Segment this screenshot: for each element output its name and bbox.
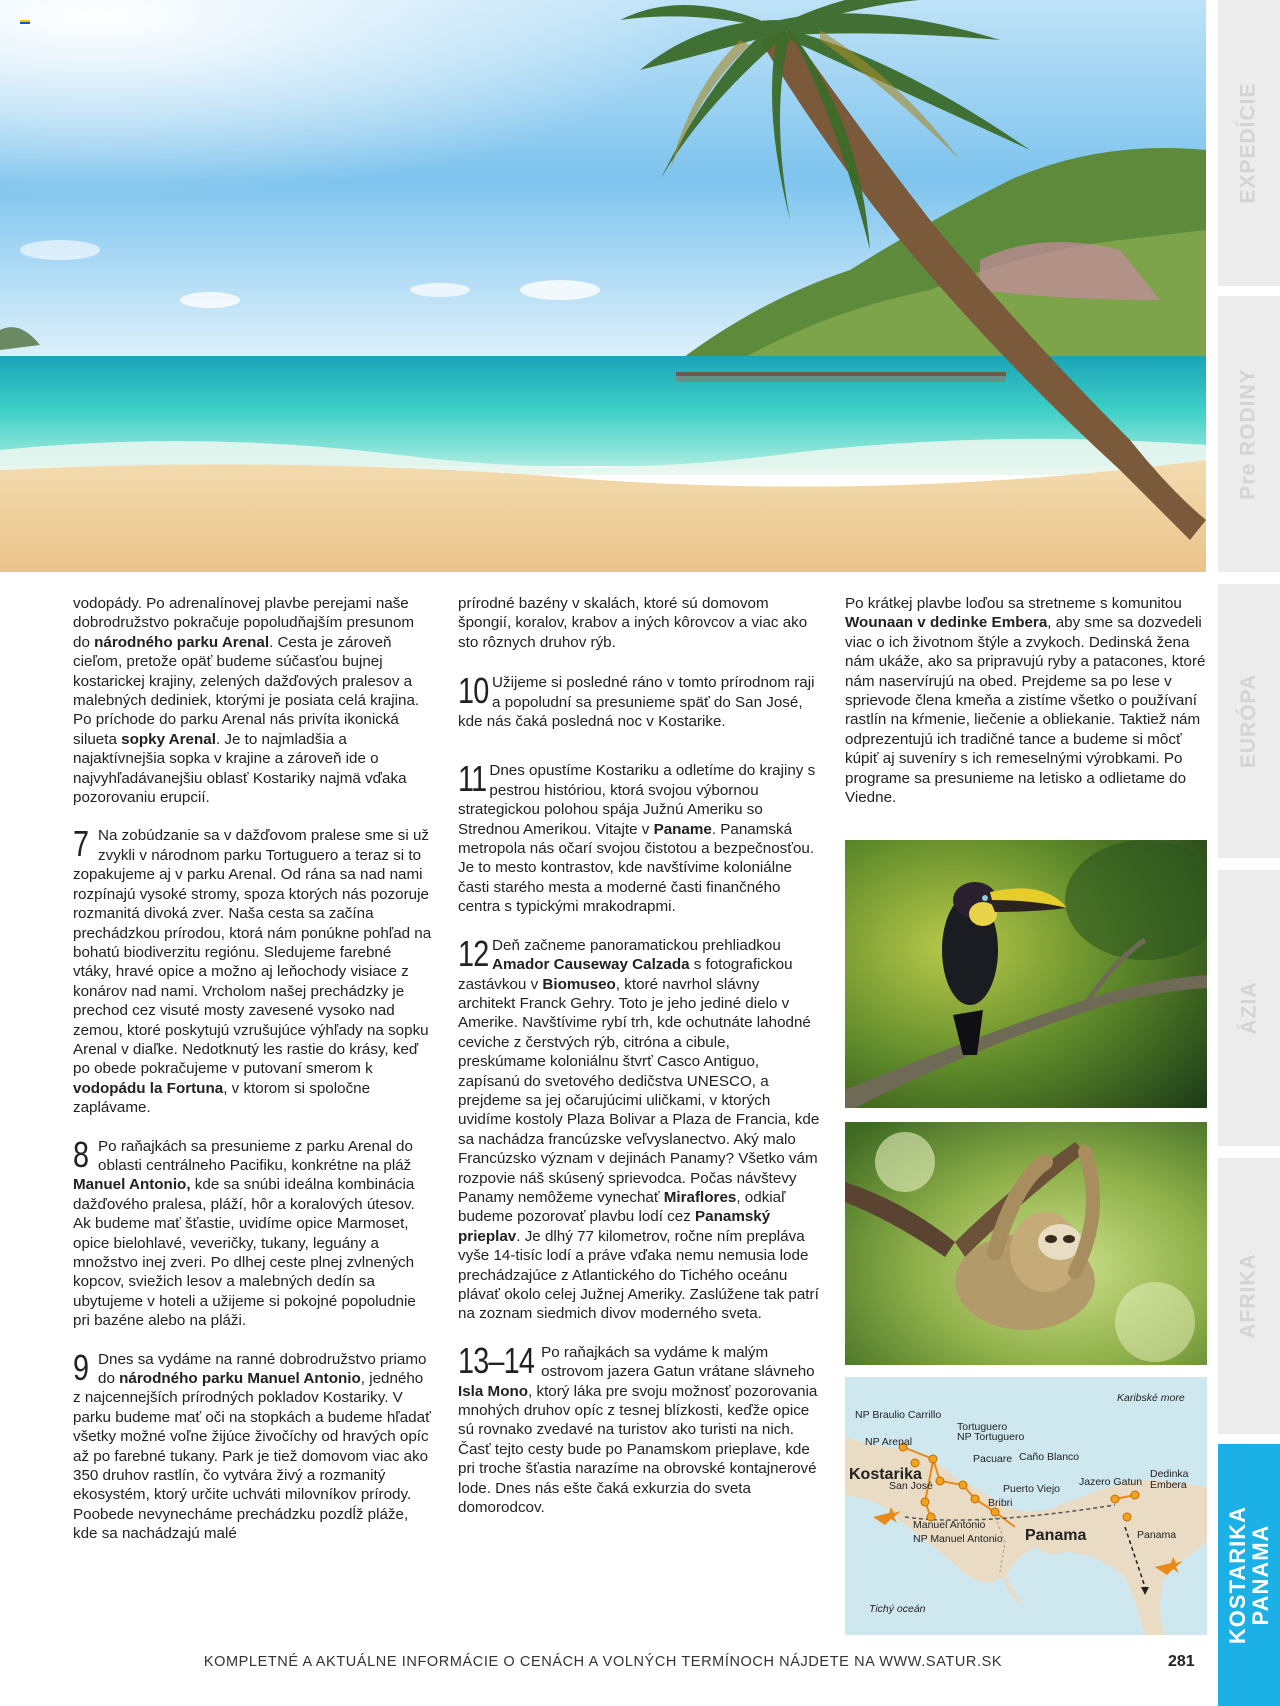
day-number: 8 xyxy=(73,1133,89,1175)
tab-europa[interactable] xyxy=(1218,584,1280,858)
map-label-puerto-viejo: Puerto Viejo xyxy=(1003,1483,1061,1495)
text-column-3 xyxy=(845,594,1207,807)
map-label-arenal: NP Arenal xyxy=(865,1436,913,1448)
tab-label: AFRIKA xyxy=(1237,1253,1261,1339)
day-11 xyxy=(458,758,820,916)
text-column-2 xyxy=(458,594,820,1517)
tab-afrika[interactable] xyxy=(1218,1158,1280,1434)
map-label-cano-blanco: Caño Blanco xyxy=(1019,1451,1080,1463)
continued-paragraph: prírodné bazény v skalách, ktoré sú domovom špongií, koralov, krabov a iných kôrovcov a viac ako sto rôznych druhov rýb. xyxy=(458,595,808,651)
map-label-pacuare: Pacuare xyxy=(973,1453,1013,1465)
day-7 xyxy=(73,823,433,1117)
day-number: 13–14 xyxy=(458,1339,535,1381)
day-number: 9 xyxy=(73,1346,89,1388)
tab-label: Pre RODINY xyxy=(1237,368,1260,500)
tab-expedicie[interactable] xyxy=(1218,0,1280,286)
day-12 xyxy=(458,932,820,1324)
tab-label-line2: PANAMA xyxy=(1248,1524,1273,1626)
day-number: 7 xyxy=(73,823,89,865)
sloth-photo xyxy=(845,1122,1207,1365)
final-paragraph: Po krátkej plavbe loďou sa stretneme s komunitou Wounaan v dedinke Embera, aby sme sa dozvedeli viac o ich životnom štýle a zvykoch. Dedinská žena nám ukáže, ako sa pripravujú ryby a patacones, ktoré nám naservírujú na obed. Prejdeme sa po lese v sprievode člena kmeňa a zistíme všetko o používaní rastlín na kŕmenie, liečenie a obliekanie. Taktiež nám odprezentujú ich tradičné tance a budeme si môcť kúpiť aj suveníry s ich remeselnými výrobkami. Po programe sa presunieme na letisko a odlietame do Viedne. xyxy=(845,595,1206,807)
tab-label: EURÓPA xyxy=(1237,673,1261,769)
map-label-pacific: Tichý oceán xyxy=(869,1603,926,1615)
day-number: 11 xyxy=(458,758,487,800)
map-label-panama-city: Panama xyxy=(1137,1529,1177,1541)
footer-info: KOMPLETNÉ A AKTUÁLNE INFORMÁCIE O CENÁCH A VOLNÝCH TERMÍNOCH NÁJDETE NA WWW.SATUR.SK xyxy=(203,1654,1003,1670)
day-13-14 xyxy=(458,1339,820,1518)
map-label-bribri: Bribri xyxy=(988,1497,1013,1509)
map-label-caribbean: Karibské more xyxy=(1117,1392,1185,1404)
tab-azia[interactable] xyxy=(1218,870,1280,1146)
route-map xyxy=(845,1377,1207,1635)
map-label-tortuguero: Tortuguero xyxy=(957,1421,1008,1433)
tab-label: ÁZIA xyxy=(1237,981,1260,1035)
map-label-panama: Panama xyxy=(1025,1527,1087,1544)
tab-kostarika-panama[interactable] xyxy=(1218,1444,1280,1706)
section-tabs xyxy=(1218,0,1280,1706)
day-text: Deň začneme panoramatickou prehliadkou Amador Causeway Calzada s fotografickou zastávkou v Biomuseo, ktoré navrhol slávny architekt Franck Gehry. Toto je jeho jediné dielo v Amerike. Navštívime rybí trh, kde ochutnáte lahodné ceviche z čerstvých rýb, citróna a cibule, preskúmame koloniálnu štvrť Casco Antiguo, zapísanú do svetového dedičstva UNESCO, a prejdeme sa jej očarujúcimi uličkami, v ktorých uvidíme kostoly Plaza Bolivar a Plaza de Francia, kde sa nachádza francúzske veľvyslanectvo. Aký malo Francúzsko význam v dejinách Panamy? Všetko vám rozpovie náš skúsený sprievodca. Počas návštevy Panamy nemôžeme vynechať Miraflores, odkiaľ budeme pozorovať plavbu lodí cez Panamský prieplav. Je dlhý 77 kilometrov, ročne ním preplávа vyše 14-tisíc lodí a práve vďaka nemu nemusia lode prechádzajúce z Atlantického do Tichého oceánu plávať okolo celej Južnej Ameriky. Zaslúžene tak patrí na zoznam siedmich divov moderného sveta. xyxy=(458,936,820,1323)
map-label-jazero-gatun: Jazero Gatun xyxy=(1079,1476,1143,1488)
day-10 xyxy=(458,670,820,731)
map-label-dedinka: Dedinka xyxy=(1150,1468,1189,1480)
map-label-np-manuel-antonio: NP Manuel Antonio xyxy=(913,1533,1003,1545)
day-9 xyxy=(73,1346,433,1544)
day-text: Po raňajkách sa vydáme k malým ostrovom jazera Gatun vrátane slávneho Isla Mono, ktorý láka pre svoju možnosť pozorovania mnohých druhov opíc z tesnej blízkosti, keďže opice sú rovnako zvedavé na turistov ako turisti na nich. Časť tejto cesty bude po Panamskom prieplave, kde pri troche šťastia narazíme na obrovské kontajnerové lode. Dnes nás ešte čaká exkurzia do sveta domorodcov. xyxy=(458,1343,818,1517)
day-number: 10 xyxy=(458,670,489,712)
day-text: Na zobúdzanie sa v dažďovom pralese sme si už zvykli v národnom parku Tortuguero a teraz si to zopakujeme aj v parku Arenal. Od rána sa nad nami rozpínajú vysoké stromy, spoza ktorých nás pozoruje rozmanitá divoká zver. Naša cesta sa začína prechádzkou prírodou, ktorá nám ponúkne pohľad na bohatú biodiverzitu regiónu. Sledujeme farebné vtáky, hravé opice a možno aj leňochody visiace z konárov nad nami. Vrcholom našej prechádzky je prechod cez visuté mosty zavesené vysoko nad zemou, ktoré poskytujú vzrušujúce výhľady na sopku Arenal v diaľke. Nedotknutý les rastie do krásy, keď po obede pokračujeme v putovaní smerom k vodopádu la Fortuna, v ktorom si spoločne zaplávame. xyxy=(73,827,432,1117)
tab-pre-rodiny[interactable] xyxy=(1218,296,1280,572)
brand-flag-icon xyxy=(20,20,30,26)
map-label-manuel-antonio: Manuel Antonio xyxy=(913,1519,986,1531)
tab-label: EXPEDÍCIE xyxy=(1237,82,1261,204)
map-label-embera: Embera xyxy=(1150,1479,1187,1491)
text-column-1 xyxy=(73,594,433,1544)
tab-label-line1: KOSTARIKA xyxy=(1225,1505,1250,1645)
hero-beach-photo xyxy=(0,0,1206,572)
day-number: 12 xyxy=(458,932,489,974)
map-label-kostarika: Kostarika xyxy=(849,1466,922,1483)
day-text: Dnes sa vydáme na ranné dobrodružstvo priamo do národného parku Manuel Antonio, jedného z najcennejších prírodných pokladov Kostariky. V parku budeme mať oči na stopkách a budeme hľadať všetky možné voľne žijúce živočíchy od hravých opíc až po farebné tukany. Park je tiež domovom viac ako 350 druhov rastlín, čo vytvára živý a rozmanitý ekosystém, ktorý určite uchváti milovníkov prírody. Poobede nevynecháme prechádzku pozdĺž pláže, kde sa nachádzajú malé xyxy=(73,1350,431,1543)
tab-label-active xyxy=(1226,1506,1272,1644)
map-label-braulio: NP Braulio Carrillo xyxy=(855,1409,942,1421)
page-number: 281 xyxy=(1168,1653,1195,1670)
day-8 xyxy=(73,1133,433,1331)
map-label-san-jose: San José xyxy=(889,1480,933,1492)
day-text: Po raňajkách sa presunieme z parku Arenal do oblasti centrálneho Pacifiku, konkrétne na pláž Manuel Antonio, kde sa snúbi ideálna kombinácia dažďového pralesa, pláží, hôr a koralových útesov. Ak budeme mať šťastie, uvidíme opice Marmoset, opice bielohlavé, veveričky, tukany, leguány a množstvo inej zveri. Po dlhej ceste plnej zvlnených kopcov, sviežich lesov a malebných dedín sa ubytujeme v hoteli a užijeme si pokojné popoludnie pri bazéne alebo na pláži. xyxy=(73,1137,416,1330)
map-label-np-tortuguero: NP Tortuguero xyxy=(957,1431,1025,1443)
day-text: Dnes opustíme Kostariku a odletíme do krajiny s pestrou históriou, ktorá svojou výbornou strategickou polohou spája Južnú Ameriku so Strednou Amerikou. Vitajte v Paname. Panamská metropola nás očarí svojou čistotou a bezpečnosťou. Je to mesto kontrastov, kde navštívime koloniálne časti starého mesta a moderné časti finančného centra s typickými mrakodrapmi. xyxy=(458,762,816,916)
day-text: Užijeme si posledné ráno v tomto prírodnom raji a popoludní sa presunieme späť do San José, kde nás čaká posledná noc v Kostarike. xyxy=(458,674,815,731)
toucan-photo xyxy=(845,840,1207,1108)
intro-paragraph: vodopády. Po adrenalínovej plavbe perejami naše dobrodružstvo pokračuje popoludňajším presunom do národného parku Arenal. Cesta je zároveň cieľom, pretože opäť budeme súčasťou bujnej kostarickej krajiny, zelených dažďových pralesov a malebných dediniek, ktorými je posiata celá krajina. Po príchode do parku Arenal nás privíta ikonická silueta sopky Arenal. Je to najmladšia a najaktívnejšia sopka v krajine a zároveň ide o najvyhľadávanejšiu oblasť Kostariky najmä vďaka pozorovaniu erupcií. xyxy=(73,595,420,807)
